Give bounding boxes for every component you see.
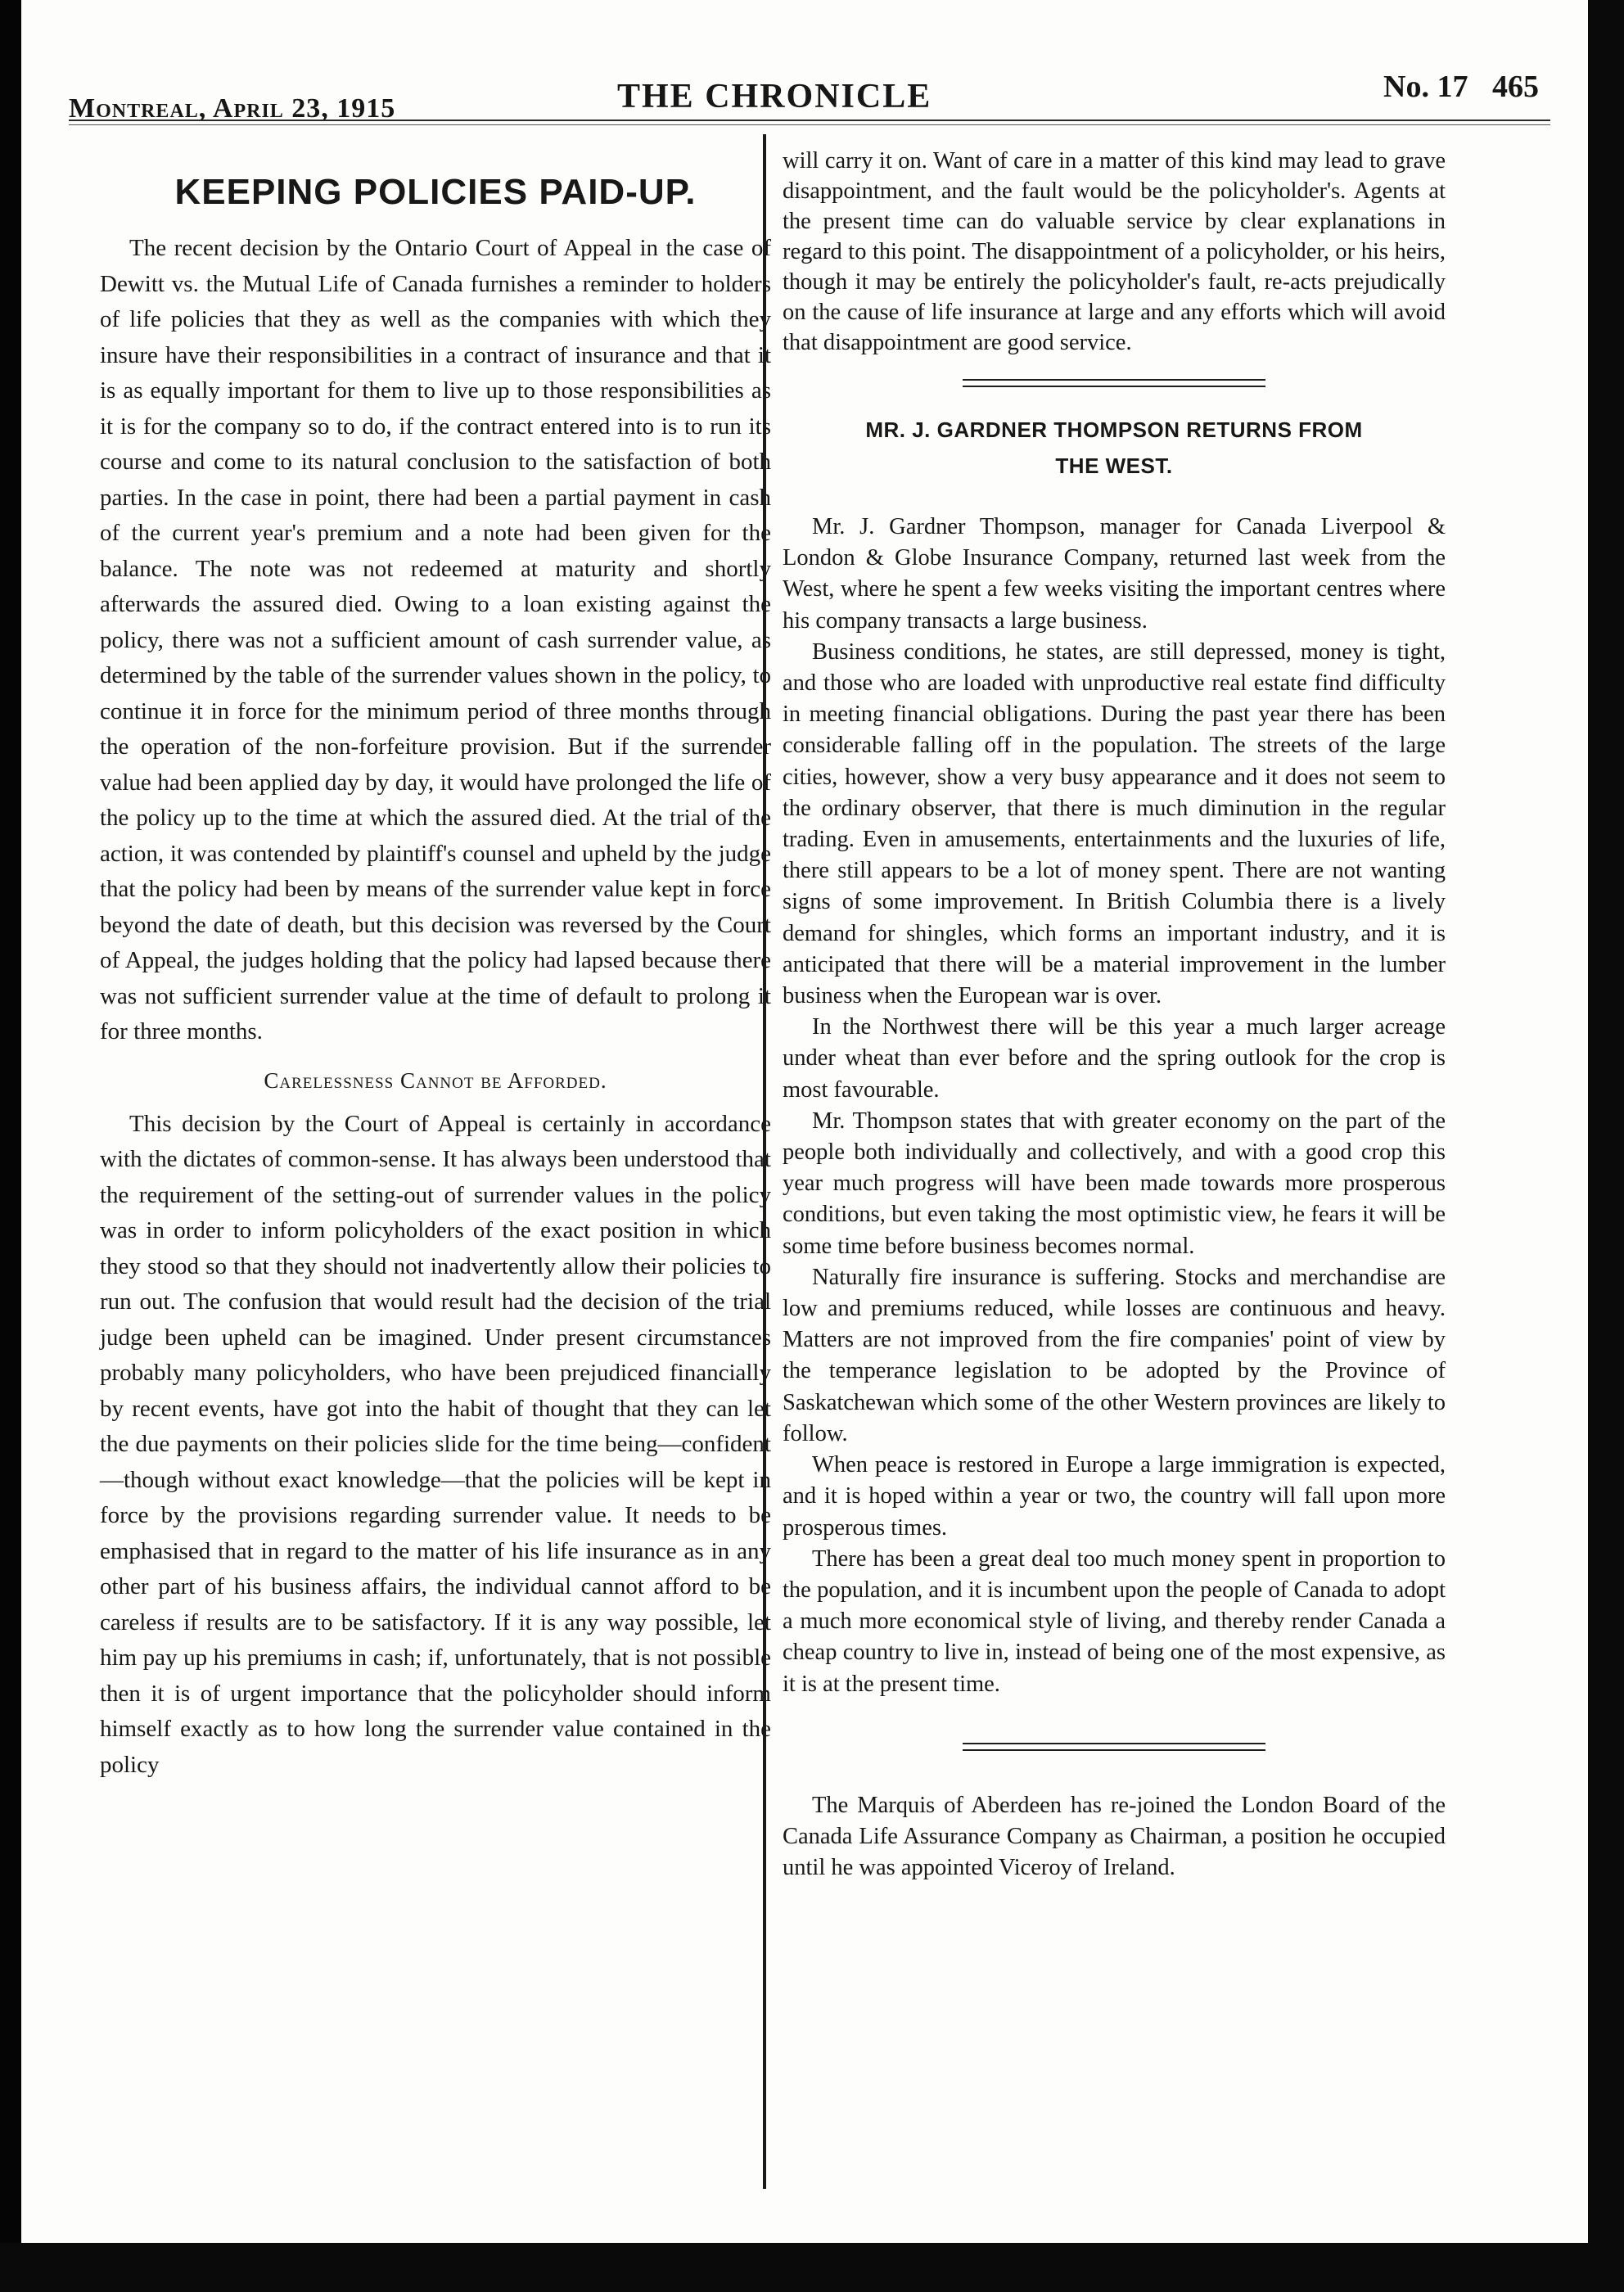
- article-paragraph: Naturally fire insurance is suffering. Stocks and merchandise are low and premiums reduced, while losses are continuous and heavy. Matters are not improved from the fire companies' point of view by the temperance legislation to be adopted by the Province of Saskatchewan which some of the other Western provinces are likely to follow.: [783, 1264, 1446, 1446]
- article-paragraph: In the Northwest there will be this year a much larger acreage under wheat than ever before and the spring outlook for the crop is most favourable.: [783, 1014, 1446, 1103]
- article-headline: KEEPING POLICIES PAID-UP.: [174, 172, 697, 212]
- right-column: [783, 146, 1446, 1884]
- article-subhead: Carelessness Cannot be Afforded.: [264, 1067, 607, 1093]
- issue-number: No. 17: [1383, 70, 1468, 104]
- article-paragraph: Mr. Thompson states that with greater economy on the part of the people both individually and collectively, and with a good crop this year much progress will have been made towards more prosperous conditions, but even taking the most optimistic view, he fears it will be some time before business becomes normal.: [783, 1108, 1446, 1259]
- article-paragraph: There has been a great deal too much money spent in proportion to the population, and it is incumbent upon the people of Canada to adopt a much more economical style of living, and thereby render Canada a cheap country to live in, instead of being one of the most expensive, as it is at the present time.: [783, 1545, 1446, 1697]
- dateline: Montreal, April 23, 1915: [69, 93, 396, 124]
- article-continuation: will carry it on. Want of care in a matter of this kind may lead to grave disappointment, and the fault would be the policyholder's. Agents at the present time can do valuable service by clear explanations in regard to this point. The disappointment of a policyholder, or his heirs, though it may be entirely the policyholder's fault, re-acts prejudically on the cause of life insurance at large and any efforts which will avoid that disappointment are good service.: [783, 148, 1446, 355]
- article-paragraph: Business conditions, he states, are still depressed, money is tight, and those who are loaded with unproductive real estate find difficulty in meeting financial obligations. During the past year there has been considerable falling off in the population. The streets of the large cities, however, show a very busy appearance and it does not seem to the ordinary observer, that there is much diminution in the regular trading. Even in amusements, entertainments and the luxuries of life, there still appears to be a lot of money spent. There are not wanting signs of some improvement. In British Columbia there is a lively demand for shingles, which forms an important industry, and it is anticipated that there will be a material improvement in the lumber business when the European war is over.: [783, 638, 1446, 1009]
- page-number: 465: [1492, 70, 1539, 104]
- section-headline-line: THE WEST.: [1055, 453, 1173, 478]
- masthead: [69, 69, 1555, 126]
- section-headline: [783, 412, 1446, 484]
- section-divider: [963, 379, 1265, 387]
- masthead-rule: [69, 120, 1550, 125]
- scan-right-edge: [1588, 0, 1624, 2292]
- newspaper-page: [21, 0, 1588, 2243]
- article-paragraph: Mr. J. Gardner Thompson, manager for Canada Liverpool & London & Globe Insurance Company, returned last week from the West, where he spent a few weeks visiting the important centres where his company transacts a large business.: [783, 514, 1446, 634]
- publication-title: THE CHRONICLE: [617, 78, 932, 115]
- article-paragraph: When peace is restored in Europe a large immigration is expected, and it is hoped within a year or two, the country will fall upon more prosperous times.: [783, 1452, 1446, 1541]
- section-headline-line: MR. J. GARDNER THOMPSON RETURNS FROM: [865, 417, 1363, 442]
- left-column: [100, 160, 771, 1783]
- scan-left-edge: [0, 0, 21, 2292]
- section-divider: [963, 1743, 1265, 1751]
- issue-info: [1367, 69, 1539, 105]
- article-paragraph: This decision by the Court of Appeal is certainly in accordance with the dictates of common-sense. It has always been understood that the requirement of the setting-out of surrender values in the policy was in order to inform policyholders of the exact position in which they stood so that they should not inadvertently allow their policies to run out. The confusion that would result had the decision of the trial judge been upheld can be imagined. Under present circumstances probably many policyholders, who have been prejudiced financially by recent events, have got into the habit of thought that they can let the due payments on their policies slide for the time being—confident—though without exact knowledge—that the policies will be kept in force by the provisions regarding surrender value. It needs to be emphasised that in regard to the matter of his life insurance as in any other part of his business affairs, the individual cannot afford to be careless if results are to be satisfactory. If it is any way possible, let him pay up his premiums in cash; if, unfortunately, that is not possible then it is of urgent importance that the policyholder should inform himself exactly as to how long the surrender value contained in the policy: [100, 1110, 771, 1778]
- scan-bottom-edge: [0, 2243, 1624, 2292]
- news-note: The Marquis of Aberdeen has re-joined the London Board of the Canada Life Assurance Company as Chairman, a position he occupied until he was appointed Viceroy of Ireland.: [783, 1792, 1446, 1881]
- article-paragraph: The recent decision by the Ontario Court of Appeal in the case of Dewitt vs. the Mutual Life of Canada furnishes a reminder to holders of life policies that they as well as the companies with which they insure have their responsibilities in a contract of insurance and that it is as equally important for them to live up to those responsibilities as it is for the company so to do, if the contract entered into is to run its course and come to its natural conclusion to the satisfaction of both parties. In the case in point, there had been a partial payment in cash of the current year's premium and a note had been given for the balance. The note was not redeemed at maturity and shortly afterwards the assured died. Owing to a loan existing against the policy, there was not a sufficient amount of cash surrender value, as determined by the table of the surrender values shown in the policy, to continue it in force for the minimum period of three months through the operation of the non-forfeiture provision. But if the surrender value had been applied day by day, it would have prolonged the life of the policy up to the time at which the assured died. At the trial of the action, it was contended by plaintiff's counsel and upheld by the judge that the policy had been by means of the surrender value kept in force beyond the date of death, but this decision was reversed by the Court of Appeal, the judges holding that the policy had lapsed because there was not sufficient surrender value at the time of default to prolong it for three months.: [100, 235, 771, 1044]
